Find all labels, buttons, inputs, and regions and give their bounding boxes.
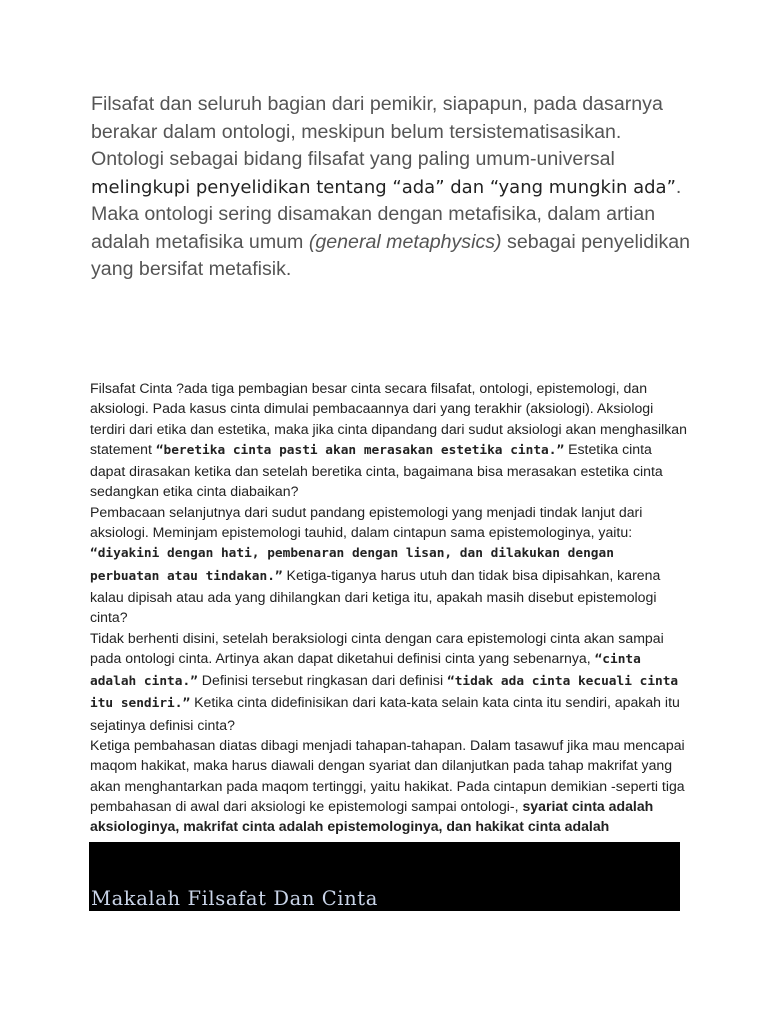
intro-text xyxy=(91,91,691,284)
paragraph-text: Ketiga-tiganya harus utuh dan tidak bisa dipisahkan, karena kalau dipisah atau ada yang dihilangkan dari ketiga itu, apakah masih disebut epistemologi cinta? xyxy=(90,566,661,626)
intro-highlight: melingkupi penyelidikan tentang “ada” dan “yang mungkin ada” xyxy=(91,176,676,198)
bold-quote: “tidak ada cinta kecuali cinta itu sendiri.” xyxy=(90,674,679,712)
intro-italic-term: (general metaphysics) xyxy=(308,230,502,253)
intro-sentence-5: sebagai penyelidikan yang bersifat metafisik. xyxy=(91,230,691,280)
bold-quote: “cinta adalah cinta.” xyxy=(90,651,641,690)
paragraph-text: Ketika cinta didefinisikan dari kata-kata selain kata cinta itu sendiri, apakah itu sejatinya definisi cinta? xyxy=(90,694,680,733)
paragraph-text: Filsafat Cinta ?ada tiga pembagian besar cinta secara filsafat, ontologi, epistemologi, dan aksiologi. Pada kasus cinta dimulai pembacaannya dari yang terakhir (aksiologi). Aksiologi terdiri dari etika dan estetika, maka jika cinta dipandang dari sudut aksiologi akan menghasilkan statement xyxy=(90,380,687,457)
intro-sentence-1: Filsafat dan seluruh bagian dari pemikir, siapapun, pada dasarnya berakar dalam ontologi, meskipun belum tersistematisasikan. Ontologi sebagai bidang filsafat yang paling umum-universal xyxy=(91,93,663,170)
paragraph-ontologi xyxy=(90,628,690,735)
paragraph-text: Tidak berhenti disini, setelah beraksiologi cinta dengan cara epistemologi cinta akan sampai pada ontologi cinta. Artinya akan dapat diketahui definisi cinta yang sebenarnya, xyxy=(90,629,664,666)
paragraph-text: Ketiga pembahasan diatas dibagi menjadi tahapan-tahapan. Dalam tasawuf jika mau mencapai maqom hakikat, maka harus diawali dengan syariat dan dilanjutkan pada tahap makrifat yang akan menghantarkan pada maqom tertinggi, yaitu hakikat. Pada cintapun demikian -seperti tiga pembahasan di awal dari aksiologi ke epistemologi sampai ontologi-, xyxy=(90,737,685,814)
paragraph-tahapan xyxy=(90,735,690,857)
paragraph-aksiologi xyxy=(90,378,690,502)
article-body xyxy=(90,378,690,857)
intro-sentence-3: . Maka ontologi sering disamakan dengan metafisika, dalam artian adalah metafisika umum xyxy=(91,175,682,253)
paragraph-text: Estetika cinta dapat dirasakan ketika dan setelah beretika cinta, bagaimana bisa merasakan estetika cinta sedangkan etika cinta diabaikan? xyxy=(90,440,663,500)
bold-quote: “beretika cinta pasti akan merasakan estetika cinta.” xyxy=(155,442,565,458)
title-banner xyxy=(89,842,680,911)
paragraph-epistemologi xyxy=(90,502,690,628)
paragraph-text: Pembacaan selanjutnya dari sudut pandang epistemologi yang menjadi tindak lanjut dari aksiologi. Meminjam epistemologi tauhid, dalam cintapun sama epistemologinya, yaitu: xyxy=(90,503,643,541)
banner-title: Makalah Filsafat Dan Cinta xyxy=(91,887,378,910)
intro-paragraph xyxy=(91,91,691,284)
bold-conclusion: syariat cinta adalah aksiologinya, makrifat cinta adalah epistemologinya, dan hakikat cinta adalah xyxy=(90,797,654,835)
bold-quote: “diyakini dengan hati, pembenaran dengan lisan, dan dilakukan dengan perbuatan atau tindakan.” xyxy=(90,546,614,584)
paragraph-text: Definisi tersebut ringkasan dari definisi xyxy=(201,672,444,689)
